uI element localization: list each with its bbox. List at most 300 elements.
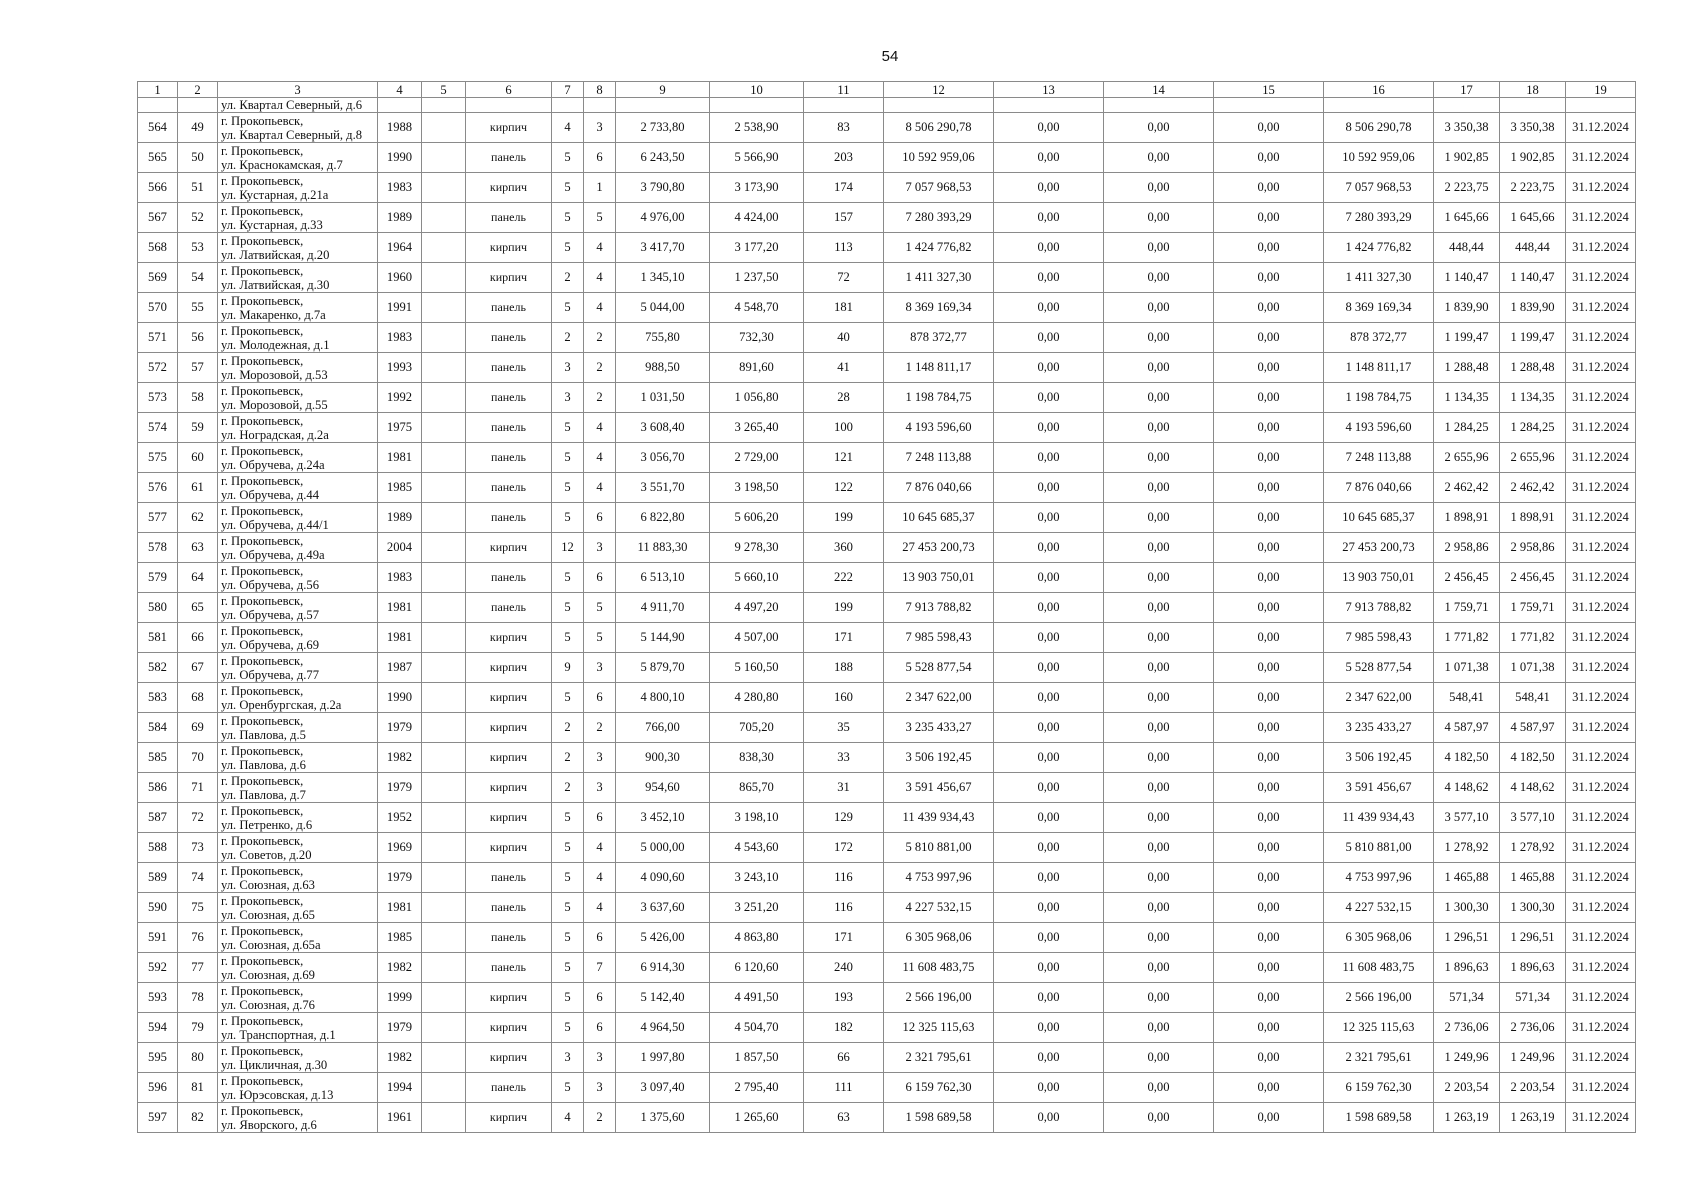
column-header: 14: [1104, 82, 1214, 98]
completion-date: 31.12.2024: [1566, 473, 1636, 503]
col-5: [422, 1043, 466, 1073]
table-row: [138, 203, 1636, 233]
floors: 5: [552, 173, 584, 203]
row-number: 568: [138, 233, 178, 263]
wall-material: панель: [466, 563, 552, 593]
completion-date: 31.12.2024: [1566, 743, 1636, 773]
living-area: 4 863,80: [710, 923, 804, 953]
local-number: 63: [178, 533, 218, 563]
max-cost: 1 645,66: [1500, 203, 1566, 233]
total-cost: 11 439 934,43: [884, 803, 994, 833]
owner-funds: 2 347 622,00: [1324, 683, 1434, 713]
local-number: 80: [178, 1043, 218, 1073]
max-cost: 1 263,19: [1500, 1103, 1566, 1133]
fund-cost-2: 0,00: [1104, 773, 1214, 803]
address-street: ул. Обручева, д.44: [221, 487, 319, 502]
wall-material: кирпич: [466, 653, 552, 683]
total-area: 11 883,30: [616, 533, 710, 563]
entrances: 6: [584, 563, 616, 593]
fund-cost-3: 0,00: [1214, 113, 1324, 143]
total-cost: 8 506 290,78: [884, 113, 994, 143]
table-row: [138, 623, 1636, 653]
total-area: 5 000,00: [616, 833, 710, 863]
living-area: 3 251,20: [710, 893, 804, 923]
total-cost: 11 608 483,75: [884, 953, 994, 983]
total-area: 6 513,10: [616, 563, 710, 593]
fund-cost-3: 0,00: [1214, 683, 1324, 713]
address: [218, 653, 378, 683]
specific-cost: 2 462,42: [1434, 473, 1500, 503]
completion-date: 31.12.2024: [1566, 263, 1636, 293]
owner-funds: 878 372,77: [1324, 323, 1434, 353]
column-header: 2: [178, 82, 218, 98]
row-number: 580: [138, 593, 178, 623]
address-city: г. Прокопьевск,: [221, 773, 304, 788]
max-cost: 1 140,47: [1500, 263, 1566, 293]
specific-cost: 2 958,86: [1434, 533, 1500, 563]
completion-date: 31.12.2024: [1566, 323, 1636, 353]
residents: 199: [804, 593, 884, 623]
table-row: [138, 653, 1636, 683]
fund-cost-2: 0,00: [1104, 113, 1214, 143]
fund-cost-1: 0,00: [994, 533, 1104, 563]
specific-cost: 2 223,75: [1434, 173, 1500, 203]
fund-cost-2: 0,00: [1104, 1013, 1214, 1043]
address: [218, 173, 378, 203]
living-area: 3 198,50: [710, 473, 804, 503]
fund-cost-1: 0,00: [994, 563, 1104, 593]
total-cost: 7 985 598,43: [884, 623, 994, 653]
specific-cost: 1 465,88: [1434, 863, 1500, 893]
year-built: 1991: [378, 293, 422, 323]
address: [218, 1073, 378, 1103]
specific-cost: 1 902,85: [1434, 143, 1500, 173]
fund-cost-1: 0,00: [994, 623, 1104, 653]
living-area: 2 795,40: [710, 1073, 804, 1103]
fund-cost-1: 0,00: [994, 263, 1104, 293]
residents: 181: [804, 293, 884, 323]
floors: 5: [552, 953, 584, 983]
year-built: 1992: [378, 383, 422, 413]
column-header: 6: [466, 82, 552, 98]
fund-cost-2: 0,00: [1104, 893, 1214, 923]
specific-cost: 448,44: [1434, 233, 1500, 263]
address-street: ул. Союзная, д.69: [221, 967, 315, 982]
wall-material: панель: [466, 503, 552, 533]
local-number: 74: [178, 863, 218, 893]
residents: 116: [804, 893, 884, 923]
address-city: г. Прокопьевск,: [221, 533, 304, 548]
owner-funds: 4 227 532,15: [1324, 893, 1434, 923]
completion-date: 31.12.2024: [1566, 1103, 1636, 1133]
address-street: ул. Обручева, д.69: [221, 637, 319, 652]
address-street: ул. Цикличная, д.30: [221, 1057, 328, 1072]
living-area: 2 538,90: [710, 113, 804, 143]
address: [218, 473, 378, 503]
specific-cost: 1 284,25: [1434, 413, 1500, 443]
completion-date: 31.12.2024: [1566, 983, 1636, 1013]
address-city: г. Прокопьевск,: [221, 383, 304, 398]
col-5: [422, 833, 466, 863]
local-number: 69: [178, 713, 218, 743]
completion-date: 31.12.2024: [1566, 173, 1636, 203]
fund-cost-3: 0,00: [1214, 383, 1324, 413]
entrances: 3: [584, 773, 616, 803]
col-5: [422, 953, 466, 983]
owner-funds: 3 235 433,27: [1324, 713, 1434, 743]
address: [218, 743, 378, 773]
owner-funds: 4 753 997,96: [1324, 863, 1434, 893]
wall-material: кирпич: [466, 623, 552, 653]
total-cost: 8 369 169,34: [884, 293, 994, 323]
completion-date: 31.12.2024: [1566, 1043, 1636, 1073]
specific-cost: 2 456,45: [1434, 563, 1500, 593]
fund-cost-1: 0,00: [994, 473, 1104, 503]
max-cost: 4 182,50: [1500, 743, 1566, 773]
owner-funds: 1 148 811,17: [1324, 353, 1434, 383]
specific-cost: 1 839,90: [1434, 293, 1500, 323]
address-street: ул. Петренко, д.6: [221, 817, 313, 832]
owner-funds: 10 592 959,06: [1324, 143, 1434, 173]
specific-cost: 1 278,92: [1434, 833, 1500, 863]
local-number: 78: [178, 983, 218, 1013]
living-area: 5 660,10: [710, 563, 804, 593]
living-area: 1 237,50: [710, 263, 804, 293]
col-5: [422, 413, 466, 443]
completion-date: 31.12.2024: [1566, 143, 1636, 173]
table-row: [138, 713, 1636, 743]
entrances: 4: [584, 443, 616, 473]
floors: 9: [552, 653, 584, 683]
total-area: 5 426,00: [616, 923, 710, 953]
year-built: 1989: [378, 203, 422, 233]
fund-cost-3: 0,00: [1214, 413, 1324, 443]
fund-cost-3: 0,00: [1214, 533, 1324, 563]
fund-cost-1: 0,00: [994, 353, 1104, 383]
fund-cost-3: 0,00: [1214, 263, 1324, 293]
wall-material: панель: [466, 953, 552, 983]
row-number: 595: [138, 1043, 178, 1073]
residents: 83: [804, 113, 884, 143]
specific-cost: 1 771,82: [1434, 623, 1500, 653]
year-built: 1999: [378, 983, 422, 1013]
fund-cost-1: 0,00: [994, 863, 1104, 893]
row-number: 581: [138, 623, 178, 653]
local-number: 59: [178, 413, 218, 443]
fund-cost-1: 0,00: [994, 983, 1104, 1013]
year-built: 1983: [378, 563, 422, 593]
fund-cost-3: 0,00: [1214, 503, 1324, 533]
wall-material: кирпич: [466, 173, 552, 203]
residents: 41: [804, 353, 884, 383]
address: [218, 683, 378, 713]
residents: 222: [804, 563, 884, 593]
wall-material: кирпич: [466, 773, 552, 803]
fund-cost-2: 0,00: [1104, 983, 1214, 1013]
max-cost: 3 350,38: [1500, 113, 1566, 143]
residents: 122: [804, 473, 884, 503]
row-number: 592: [138, 953, 178, 983]
residents: 31: [804, 773, 884, 803]
table-row: [138, 1013, 1636, 1043]
wall-material: панель: [466, 473, 552, 503]
fund-cost-1: 0,00: [994, 293, 1104, 323]
floors: 5: [552, 1073, 584, 1103]
residents: 160: [804, 683, 884, 713]
year-built: 1981: [378, 443, 422, 473]
specific-cost: 1 249,96: [1434, 1043, 1500, 1073]
fund-cost-3: 0,00: [1214, 443, 1324, 473]
col-5: [422, 443, 466, 473]
residents: 100: [804, 413, 884, 443]
table-row: [138, 743, 1636, 773]
entrances: 6: [584, 683, 616, 713]
address-city: г. Прокопьевск,: [221, 443, 304, 458]
completion-date: 31.12.2024: [1566, 893, 1636, 923]
living-area: 4 497,20: [710, 593, 804, 623]
table-row: [138, 953, 1636, 983]
col-5: [422, 863, 466, 893]
fund-cost-1: 0,00: [994, 803, 1104, 833]
table-row: [138, 323, 1636, 353]
address: [218, 953, 378, 983]
year-built: 1989: [378, 503, 422, 533]
fund-cost-3: 0,00: [1214, 1073, 1324, 1103]
owner-funds: 13 903 750,01: [1324, 563, 1434, 593]
fund-cost-1: 0,00: [994, 383, 1104, 413]
fund-cost-1: 0,00: [994, 1103, 1104, 1133]
address: [218, 263, 378, 293]
fund-cost-2: 0,00: [1104, 1043, 1214, 1073]
table-row: [138, 773, 1636, 803]
total-cost: 3 235 433,27: [884, 713, 994, 743]
local-number: 51: [178, 173, 218, 203]
residents: 63: [804, 1103, 884, 1133]
wall-material: кирпич: [466, 113, 552, 143]
wall-material: кирпич: [466, 1043, 552, 1073]
specific-cost: 548,41: [1434, 683, 1500, 713]
completion-date: 31.12.2024: [1566, 503, 1636, 533]
living-area: 865,70: [710, 773, 804, 803]
total-area: 3 608,40: [616, 413, 710, 443]
year-built: 1981: [378, 623, 422, 653]
residents: 171: [804, 923, 884, 953]
row-number: 586: [138, 773, 178, 803]
max-cost: 3 577,10: [1500, 803, 1566, 833]
living-area: 5 160,50: [710, 653, 804, 683]
row-number: 575: [138, 443, 178, 473]
fund-cost-2: 0,00: [1104, 953, 1214, 983]
living-area: 4 543,60: [710, 833, 804, 863]
max-cost: 1 771,82: [1500, 623, 1566, 653]
address-street: ул. Обручева, д.44/1: [221, 517, 329, 532]
year-built: 1964: [378, 233, 422, 263]
address-city: г. Прокопьевск,: [221, 203, 304, 218]
fund-cost-3: 0,00: [1214, 653, 1324, 683]
local-number: 71: [178, 773, 218, 803]
total-area: 2 733,80: [616, 113, 710, 143]
residents: 113: [804, 233, 884, 263]
local-number: 67: [178, 653, 218, 683]
table-row: [138, 533, 1636, 563]
row-number: 596: [138, 1073, 178, 1103]
wall-material: панель: [466, 443, 552, 473]
owner-funds: 2 566 196,00: [1324, 983, 1434, 1013]
fund-cost-2: 0,00: [1104, 593, 1214, 623]
table-row: [138, 413, 1636, 443]
max-cost: 2 462,42: [1500, 473, 1566, 503]
fund-cost-2: 0,00: [1104, 683, 1214, 713]
entrances: 2: [584, 713, 616, 743]
max-cost: 2 203,54: [1500, 1073, 1566, 1103]
fund-cost-2: 0,00: [1104, 503, 1214, 533]
completion-date: 31.12.2024: [1566, 563, 1636, 593]
completion-date: 31.12.2024: [1566, 533, 1636, 563]
year-built: 1969: [378, 833, 422, 863]
wall-material: кирпич: [466, 1013, 552, 1043]
address-city: г. Прокопьевск,: [221, 563, 304, 578]
address-street: ул. Обручева, д.56: [221, 577, 319, 592]
floors: 2: [552, 713, 584, 743]
specific-cost: 1 288,48: [1434, 353, 1500, 383]
fund-cost-2: 0,00: [1104, 713, 1214, 743]
floors: 5: [552, 203, 584, 233]
address-street: ул. Морозовой, д.53: [221, 367, 328, 382]
residents: 203: [804, 143, 884, 173]
owner-funds: 7 876 040,66: [1324, 473, 1434, 503]
col-5: [422, 353, 466, 383]
address-street: ул. Оренбургская, д.2а: [221, 697, 342, 712]
fund-cost-1: 0,00: [994, 953, 1104, 983]
address-city: г. Прокопьевск,: [221, 953, 304, 968]
year-built: 1985: [378, 473, 422, 503]
total-area: 3 790,80: [616, 173, 710, 203]
entrances: 6: [584, 1013, 616, 1043]
max-cost: 1 839,90: [1500, 293, 1566, 323]
address-city: г. Прокопьевск,: [221, 683, 304, 698]
fund-cost-1: 0,00: [994, 683, 1104, 713]
living-area: 4 280,80: [710, 683, 804, 713]
max-cost: 1 896,63: [1500, 953, 1566, 983]
address-street: ул. Юрэсовская, д.13: [221, 1087, 334, 1102]
residents: 240: [804, 953, 884, 983]
row-number: 583: [138, 683, 178, 713]
col-5: [422, 293, 466, 323]
col-5: [422, 1103, 466, 1133]
wall-material: кирпич: [466, 1103, 552, 1133]
floors: 12: [552, 533, 584, 563]
address-street: ул. Кустарная, д.21а: [221, 187, 329, 202]
address-street: ул. Союзная, д.65а: [221, 937, 321, 952]
entrances: 4: [584, 263, 616, 293]
row-number: 569: [138, 263, 178, 293]
address: [218, 1043, 378, 1073]
local-number: 75: [178, 893, 218, 923]
total-area: 4 800,10: [616, 683, 710, 713]
local-number: 57: [178, 353, 218, 383]
column-header: 3: [218, 82, 378, 98]
table-row: [138, 683, 1636, 713]
row-number: 589: [138, 863, 178, 893]
fund-cost-2: 0,00: [1104, 353, 1214, 383]
fund-cost-3: 0,00: [1214, 353, 1324, 383]
address: [218, 293, 378, 323]
floors: 2: [552, 773, 584, 803]
address-city: г. Прокопьевск,: [221, 263, 304, 278]
total-area: 954,60: [616, 773, 710, 803]
residents: 40: [804, 323, 884, 353]
row-number: 578: [138, 533, 178, 563]
address: [218, 833, 378, 863]
address: [218, 983, 378, 1013]
row-number: 587: [138, 803, 178, 833]
floors: 5: [552, 143, 584, 173]
address-street: ул. Квартал Северный, д.8: [221, 127, 363, 142]
address: [218, 923, 378, 953]
fund-cost-3: 0,00: [1214, 623, 1324, 653]
column-header: 18: [1500, 82, 1566, 98]
entrances: 2: [584, 1103, 616, 1133]
wall-material: кирпич: [466, 263, 552, 293]
fund-cost-1: 0,00: [994, 653, 1104, 683]
entrances: 6: [584, 503, 616, 533]
entrances: 5: [584, 203, 616, 233]
floors: 4: [552, 113, 584, 143]
entrances: 6: [584, 923, 616, 953]
total-cost: 4 753 997,96: [884, 863, 994, 893]
total-cost: 5 810 881,00: [884, 833, 994, 863]
living-area: 732,30: [710, 323, 804, 353]
fund-cost-2: 0,00: [1104, 413, 1214, 443]
floors: 5: [552, 413, 584, 443]
entrances: 1: [584, 173, 616, 203]
fund-cost-3: 0,00: [1214, 713, 1324, 743]
residents: 129: [804, 803, 884, 833]
floors: 3: [552, 383, 584, 413]
entrances: 3: [584, 1043, 616, 1073]
address: [218, 1103, 378, 1133]
row-number: 590: [138, 893, 178, 923]
fund-cost-3: 0,00: [1214, 893, 1324, 923]
col-5: [422, 593, 466, 623]
living-area: 4 491,50: [710, 983, 804, 1013]
year-built: 1960: [378, 263, 422, 293]
living-area: 5 606,20: [710, 503, 804, 533]
fund-cost-3: 0,00: [1214, 143, 1324, 173]
address-street: ул. Ноградская, д.2а: [221, 427, 329, 442]
owner-funds: 11 439 934,43: [1324, 803, 1434, 833]
local-number: 77: [178, 953, 218, 983]
total-area: 4 964,50: [616, 1013, 710, 1043]
local-number: 49: [178, 113, 218, 143]
col-5: [422, 773, 466, 803]
owner-funds: 7 280 393,29: [1324, 203, 1434, 233]
local-number: 73: [178, 833, 218, 863]
year-built: 1985: [378, 923, 422, 953]
address: [218, 503, 378, 533]
row-number: 591: [138, 923, 178, 953]
col-5: [422, 683, 466, 713]
residents: 28: [804, 383, 884, 413]
table-row: [138, 893, 1636, 923]
specific-cost: 4 182,50: [1434, 743, 1500, 773]
fund-cost-2: 0,00: [1104, 1073, 1214, 1103]
total-cost: 2 566 196,00: [884, 983, 994, 1013]
year-built: 1994: [378, 1073, 422, 1103]
fund-cost-3: 0,00: [1214, 203, 1324, 233]
address-street: ул. Павлова, д.6: [221, 757, 306, 772]
local-number: 56: [178, 323, 218, 353]
